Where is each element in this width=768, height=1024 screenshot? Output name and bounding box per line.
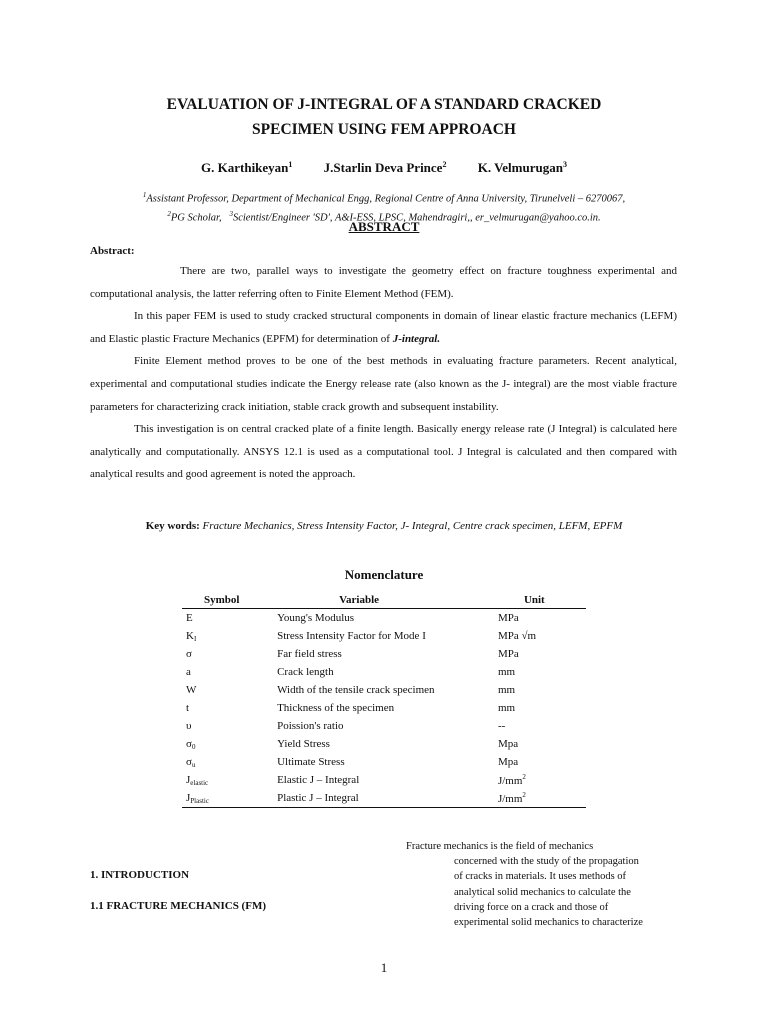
keywords-label: Key words: xyxy=(145,520,200,532)
affil-2-text: PG Scholar, xyxy=(170,212,222,223)
page-number: 1 xyxy=(380,960,388,975)
abstract-label: Abstract: xyxy=(90,245,135,257)
author-2-sup: 2 xyxy=(442,160,447,169)
unit: J/mm xyxy=(497,793,523,805)
paper-title xyxy=(90,92,678,142)
author-list xyxy=(90,160,678,176)
unit: MPa xyxy=(497,648,519,660)
nomenclature-title: Nomenclature xyxy=(344,567,424,582)
symbol-subscript: u xyxy=(191,760,196,769)
keywords xyxy=(90,520,678,532)
right-line-3: of cracks in materials. It uses methods of xyxy=(454,871,627,883)
symbol-cell xyxy=(182,645,277,663)
table-row xyxy=(182,771,586,789)
abstract-paragraph-2 xyxy=(90,305,677,350)
variable-cell: Width of the tensile crack specimen xyxy=(277,684,435,696)
symbol: K xyxy=(186,629,194,642)
symbol-cell xyxy=(182,789,277,808)
right-line-6: experimental solid mechanics to characterize xyxy=(454,917,643,929)
table-row xyxy=(182,789,586,808)
author-3-name: K. Velmurugan xyxy=(477,160,563,176)
symbol: J xyxy=(186,791,191,804)
symbol-cell xyxy=(182,681,277,699)
author-1 xyxy=(201,160,292,176)
table-row xyxy=(182,645,586,663)
symbol: t xyxy=(186,702,190,714)
subsection-heading-fracture-mechanics: 1.1 FRACTURE MECHANICS (FM) xyxy=(90,900,266,912)
right-line-5: driving force on a crack and those of xyxy=(454,901,609,913)
symbol: υ xyxy=(186,720,192,732)
symbol: J xyxy=(186,773,191,786)
header-variable: Variable xyxy=(277,592,498,609)
abstract-paragraph-4: This investigation is on central cracked plate of a finite length. Basically energy release rate (J Integral) is calculated here analytically and computationally. ANSYS 12.1 is used as a computational tool. J Integral is calculated and then compared with analytical results and good agreement is noted the approach. xyxy=(90,423,677,481)
affil-3-sup: 3 xyxy=(229,209,233,218)
title-line-1: EVALUATION OF J-INTEGRAL OF A STANDARD CRACKED xyxy=(166,96,602,113)
unit-cell xyxy=(498,663,586,681)
symbol-cell xyxy=(182,717,277,735)
para2-text: In this paper FEM is used to study cracked structural components in domain of linear elastic fracture mechanics (LEFM) and Elastic plastic Fracture Mechanics (EPFM) for determination of xyxy=(90,310,677,345)
unit-cell xyxy=(498,645,586,663)
unit: Mpa xyxy=(497,738,519,750)
author-2 xyxy=(324,160,447,176)
unit: J/mm xyxy=(497,775,523,787)
header-unit: Unit xyxy=(498,592,586,609)
symbol-cell xyxy=(182,699,277,717)
affil-1-sup: 1 xyxy=(142,191,147,199)
variable-cell: Elastic J – Integral xyxy=(277,774,360,786)
nomenclature-body xyxy=(182,609,586,808)
unit-cell xyxy=(498,771,586,789)
symbol-cell xyxy=(182,663,277,681)
symbol-cell xyxy=(182,609,277,628)
symbol-cell xyxy=(182,771,277,789)
variable-cell: Crack length xyxy=(277,666,334,678)
variable-cell: Young's Modulus xyxy=(277,612,355,624)
table-row xyxy=(182,663,586,681)
unit-cell xyxy=(498,609,586,628)
symbol: σ xyxy=(186,755,192,768)
right-line-4: analytical solid mechanics to calculate the xyxy=(454,886,631,898)
unit-superscript: 2 xyxy=(522,791,526,799)
symbol-cell xyxy=(182,627,277,645)
right-column-text xyxy=(406,839,678,930)
table-row xyxy=(182,681,586,699)
right-line-2: concerned with the study of the propagation xyxy=(454,856,639,868)
unit-cell xyxy=(498,717,586,735)
symbol: σ xyxy=(186,648,192,660)
affil-2-sup: 2 xyxy=(167,209,171,218)
author-1-sup: 1 xyxy=(288,160,293,169)
abstract-body xyxy=(90,260,677,486)
title-line-2: SPECIMEN USING FEM APPROACH xyxy=(252,121,516,138)
symbol: W xyxy=(186,684,197,696)
abstract-heading: ABSTRACT xyxy=(348,219,420,234)
symbol: σ xyxy=(186,737,192,750)
j-integral-emphasis: J-integral. xyxy=(392,332,441,345)
affil-3-text: Scientist/Engineer 'SD', A&I-ESS, LPSC, Mahendragiri,, er_velmurugan@yahoo.co.in. xyxy=(232,212,601,223)
table-row xyxy=(182,735,586,753)
symbol-subscript: I xyxy=(193,634,197,643)
unit-cell xyxy=(498,789,586,808)
table-row xyxy=(182,627,586,645)
variable-cell: Thickness of the specimen xyxy=(277,702,395,714)
table-row xyxy=(182,699,586,717)
unit-cell xyxy=(498,627,586,645)
variable-cell: Poission's ratio xyxy=(277,720,344,732)
variable-cell: Plastic J – Integral xyxy=(277,789,498,808)
section-heading-introduction: 1. INTRODUCTION xyxy=(90,869,190,881)
symbol-cell xyxy=(182,735,277,753)
unit: mm xyxy=(497,666,516,678)
variable-cell: Ultimate Stress xyxy=(277,756,345,768)
unit: MPa √m xyxy=(497,630,537,642)
table-row xyxy=(182,717,586,735)
symbol: E xyxy=(186,612,193,624)
right-line-1: Fracture mechanics is the field of mechanics xyxy=(406,841,594,852)
abstract-paragraph-1: There are two, parallel ways to investigate the geometry effect on fracture toughness experimental and computational analysis, the latter referring often to Finite Element Method (FEM). xyxy=(90,265,677,300)
variable-cell: Far field stress xyxy=(277,648,342,660)
variable-cell: Stress Intensity Factor for Mode I xyxy=(277,630,426,642)
author-3-sup: 3 xyxy=(562,160,567,169)
abstract-paragraph-3: Finite Element method proves to be one of the best methods in evaluating fracture parameters. Recent analytical, experimental and computational studies indicate the Energy release rate (also known as the J- integral) are the most viable fracture parameters for characterizing crack initiation, stable crack growth and subsequent instability. xyxy=(90,355,677,413)
unit-cell xyxy=(498,753,586,771)
table-row xyxy=(182,753,586,771)
unit-cell xyxy=(498,699,586,717)
unit: -- xyxy=(497,720,506,732)
variable-cell: Yield Stress xyxy=(277,738,330,750)
symbol: a xyxy=(186,666,191,678)
symbol-subscript: elastic xyxy=(190,778,209,787)
table-header-row xyxy=(182,592,586,609)
author-2-name: J.Starlin Deva Prince xyxy=(323,160,443,176)
unit: mm xyxy=(497,702,516,714)
symbol-subscript: Plastic xyxy=(190,796,209,805)
affiliation-line-1 xyxy=(80,188,688,207)
author-3 xyxy=(478,160,567,176)
header-symbol: Symbol xyxy=(182,592,277,609)
unit: Mpa xyxy=(497,756,519,768)
symbol-cell xyxy=(182,753,277,771)
table-row xyxy=(182,609,586,628)
unit: MPa xyxy=(497,612,519,624)
nomenclature-table xyxy=(182,592,586,808)
keywords-text: Fracture Mechanics, Stress Intensity Factor, J- Integral, Centre crack specimen, LEFM, EPFM xyxy=(202,520,623,532)
unit-cell xyxy=(498,681,586,699)
symbol-subscript: 0 xyxy=(191,742,196,751)
unit-cell xyxy=(498,735,586,753)
author-1-name: G. Karthikeyan xyxy=(201,160,289,176)
unit-superscript: 2 xyxy=(522,773,526,781)
affil-1-text: Assistant Professor, Department of Mechanical Engg, Regional Centre of Anna University, Tirunelveli – 6270067, xyxy=(146,193,626,205)
unit: mm xyxy=(497,684,516,696)
